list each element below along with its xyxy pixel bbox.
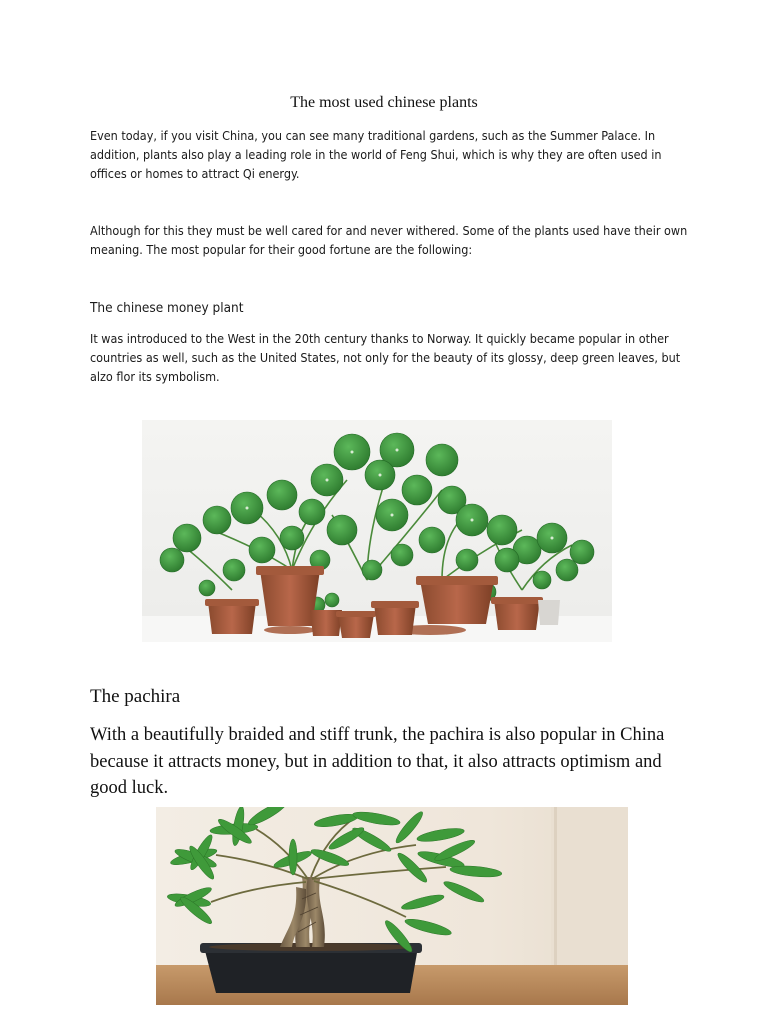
money-plant-photo [142, 420, 612, 642]
fortune-paragraph: Although for this they must be well cared for and never withered. Some of the plants used have their own meaning. The most popular for their good fortune are the following: [90, 223, 688, 257]
pachira-photo [156, 807, 628, 1005]
pachira-paragraph: With a beautifully braided and stiff trunk, the pachira is also popular in China because it attracts money, but in addition to that, it also attracts optimism and good luck. [90, 725, 665, 798]
money-plant-heading: The chinese money plant [90, 300, 244, 316]
intro-paragraph: Even today, if you visit China, you can see many traditional gardens, such as the Summer Palace. In addition, plants also play a leading role in the world of Feng Shui, which is why they are often used in offices or homes to attract Qi energy. [90, 128, 662, 181]
document-title: The most used chinese plants [290, 94, 478, 111]
money-plant-paragraph: It was introduced to the West in the 20th century thanks to Norway. It quickly became popular in other countries as well, such as the United States, not only for the beauty of its glossy, deep green leaves, but alzo flor its symbolism. [90, 331, 681, 384]
pachira-heading: The pachira [90, 686, 181, 707]
